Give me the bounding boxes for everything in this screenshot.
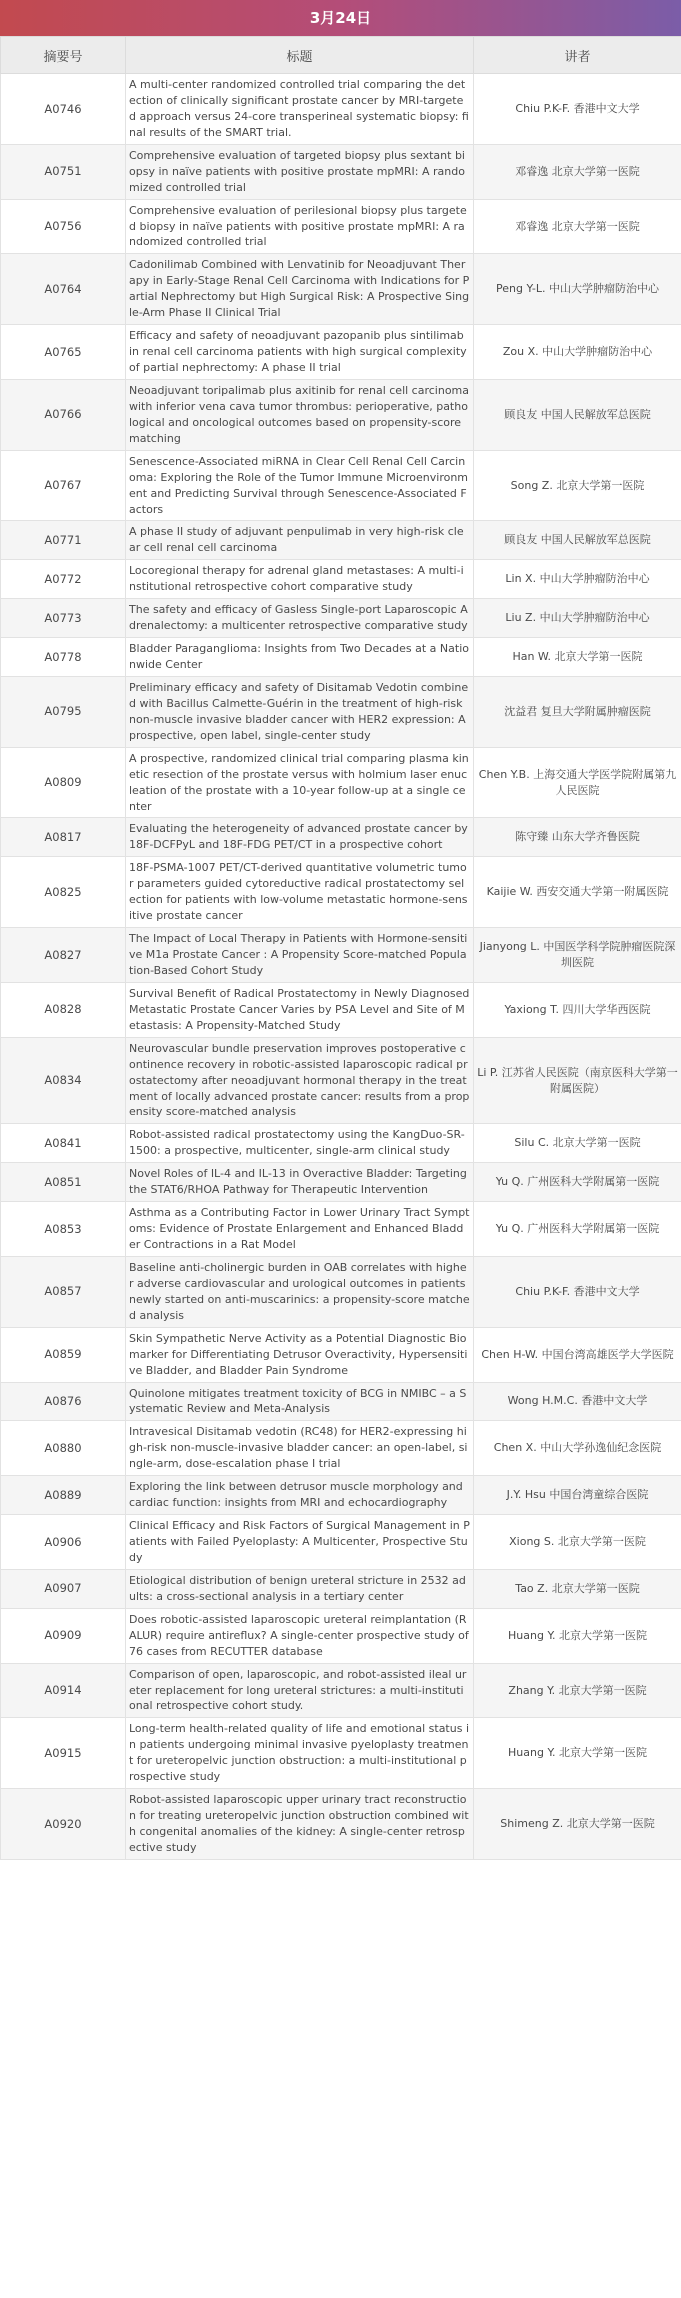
abstract-title: Survival Benefit of Radical Prostatectomy in Newly Diagnosed Metastatic Prostate Cancer Varies by PSA Level and Site of Metastasis: A Propensity-Matched Study: [126, 982, 474, 1037]
abstract-code: A0851: [1, 1163, 126, 1202]
speaker-name: 邓睿逸 北京大学第一医院: [474, 199, 681, 254]
abstract-title: Neoadjuvant toripalimab plus axitinib for renal cell carcinoma with inferior vena cava tumor thrombus: perioperative, pathological and oncological outcomes based on propensity-score matching: [126, 379, 474, 450]
speaker-name: Tao Z. 北京大学第一医院: [474, 1569, 681, 1608]
table-row: [1, 144, 681, 199]
abstract-title: A prospective, randomized clinical trial comparing plasma kinetic resection of the prostate versus with holmium laser enucleation of the prostate with a 10-year follow-up at a single center: [126, 747, 474, 818]
abstract-title: Novel Roles of IL-4 and IL-13 in Overactive Bladder: Targeting the STAT6/RHOA Pathway for Therapeutic Intervention: [126, 1163, 474, 1202]
abstract-code: A0778: [1, 638, 126, 677]
speaker-name: Huang Y. 北京大学第一医院: [474, 1608, 681, 1663]
speaker-name: Zhang Y. 北京大学第一医院: [474, 1663, 681, 1718]
abstract-title: Comprehensive evaluation of targeted biopsy plus sextant biopsy in naïve patients with positive prostate mpMRI: A randomized controlled trial: [126, 144, 474, 199]
abstract-code: A0906: [1, 1515, 126, 1570]
table-row: [1, 676, 681, 747]
table-row: [1, 1718, 681, 1789]
table-row: [1, 74, 681, 145]
abstract-title: Robot-assisted radical prostatectomy using the KangDuo-SR-1500: a prospective, multicenter, single-arm clinical study: [126, 1124, 474, 1163]
table-row: [1, 450, 681, 521]
abstract-code: A0746: [1, 74, 126, 145]
table-row: [1, 1382, 681, 1421]
speaker-name: J.Y. Hsu 中国台湾童综合医院: [474, 1476, 681, 1515]
table-row: [1, 818, 681, 857]
abstract-code: A0909: [1, 1608, 126, 1663]
abstract-title: The safety and efficacy of Gasless Single-port Laparoscopic Adrenalectomy: a multicenter retrospective comparative study: [126, 599, 474, 638]
abstract-title: Etiological distribution of benign ureteral stricture in 2532 adults: a cross-sectional analysis in a tertiary center: [126, 1569, 474, 1608]
abstract-code: A0857: [1, 1256, 126, 1327]
table-row: [1, 747, 681, 818]
table-row: [1, 1327, 681, 1382]
abstract-code: A0817: [1, 818, 126, 857]
abstract-title: Quinolone mitigates treatment toxicity of BCG in NMIBC – a Systematic Review and Meta-Analysis: [126, 1382, 474, 1421]
table-row: [1, 379, 681, 450]
speaker-name: 陈守臻 山东大学齐鲁医院: [474, 818, 681, 857]
abstract-code: A0773: [1, 599, 126, 638]
abstract-title: Neurovascular bundle preservation improves postoperative continence recovery in robotic-assisted laparoscopic radical prostatectomy after neoadjuvant hormonal therapy in the treatment of locally advanced prostate cancer: results from a propensity score-matched analysis: [126, 1037, 474, 1124]
abstract-code: A0920: [1, 1789, 126, 1860]
abstract-code: A0764: [1, 254, 126, 325]
table-row: [1, 1515, 681, 1570]
abstract-title: Intravesical Disitamab vedotin (RC48) for HER2-expressing high-risk non-muscle-invasive bladder cancer: an open-label, single-arm, dose-escalation phase I trial: [126, 1421, 474, 1476]
speaker-name: Kaijie W. 西安交通大学第一附属医院: [474, 857, 681, 928]
speaker-name: Chen H-W. 中国台湾高雄医学大学医院: [474, 1327, 681, 1382]
table-row: [1, 1163, 681, 1202]
speaker-name: 顾良友 中国人民解放军总医院: [474, 379, 681, 450]
table-row: [1, 521, 681, 560]
abstract-code: A0765: [1, 325, 126, 380]
speaker-name: 邓睿逸 北京大学第一医院: [474, 144, 681, 199]
abstract-code: A0880: [1, 1421, 126, 1476]
table-row: [1, 1421, 681, 1476]
abstract-code: A0859: [1, 1327, 126, 1382]
abstract-code: A0889: [1, 1476, 126, 1515]
speaker-name: Silu C. 北京大学第一医院: [474, 1124, 681, 1163]
abstract-code: A0853: [1, 1202, 126, 1257]
abstract-title: Evaluating the heterogeneity of advanced prostate cancer by 18F-DCFPyL and 18F-FDG PET/CT in a prospective cohort: [126, 818, 474, 857]
table-row: [1, 928, 681, 983]
speaker-name: Lin X. 中山大学肿瘤防治中心: [474, 560, 681, 599]
table-row: [1, 982, 681, 1037]
abstract-title: Comprehensive evaluation of perilesional biopsy plus targeted biopsy in naïve patients with positive prostate mpMRI: A randomized controlled trial: [126, 199, 474, 254]
speaker-name: Zou X. 中山大学肿瘤防治中心: [474, 325, 681, 380]
speaker-name: Shimeng Z. 北京大学第一医院: [474, 1789, 681, 1860]
speaker-name: Peng Y-L. 中山大学肿瘤防治中心: [474, 254, 681, 325]
abstract-title: A multi-center randomized controlled trial comparing the detection of clinically significant prostate cancer by MRI-targeted approach versus 24-core transperineal systematic biopsy: final results of the SMART trial.: [126, 74, 474, 145]
speaker-name: 沈益君 复旦大学附属肿瘤医院: [474, 676, 681, 747]
abstract-code: A0876: [1, 1382, 126, 1421]
abstract-title: The Impact of Local Therapy in Patients with Hormone-sensitive M1a Prostate Cancer : A Propensity Score-matched Population-Based Cohort Study: [126, 928, 474, 983]
table-row: [1, 560, 681, 599]
abstract-title: Senescence-Associated miRNA in Clear Cell Renal Cell Carcinoma: Exploring the Role of the Tumor Immune Microenvironment and Predicting Survival through Senescence-Associated Factors: [126, 450, 474, 521]
abstract-code: A0828: [1, 982, 126, 1037]
speaker-name: Han W. 北京大学第一医院: [474, 638, 681, 677]
abstract-code: A0756: [1, 199, 126, 254]
abstract-title: Efficacy and safety of neoadjuvant pazopanib plus sintilimab in renal cell carcinoma patients with high surgical complexity of partial nephrectomy: A phase II trial: [126, 325, 474, 380]
abstract-code: A0834: [1, 1037, 126, 1124]
abstract-title: Comparison of open, laparoscopic, and robot-assisted ileal ureter replacement for long ureteral strictures: a multi-institutional retrospective cohort study.: [126, 1663, 474, 1718]
date-title: 3月24日: [309, 9, 372, 27]
table-row: [1, 1256, 681, 1327]
abstract-code: A0914: [1, 1663, 126, 1718]
speaker-name: Jianyong L. 中国医学科学院肿瘤医院深圳医院: [474, 928, 681, 983]
table-header-row: [1, 37, 681, 74]
header-title: 标题: [126, 37, 474, 74]
abstract-code: A0907: [1, 1569, 126, 1608]
abstract-table: [0, 36, 681, 1860]
abstract-code: A0772: [1, 560, 126, 599]
abstract-title: 18F-PSMA-1007 PET/CT-derived quantitative volumetric tumor parameters guided cytoreductive radical prostatectomy selection for patients with low-volume metastatic hormone-sensitive prostate cancer: [126, 857, 474, 928]
abstract-code: A0827: [1, 928, 126, 983]
abstract-title: Does robotic-assisted laparoscopic ureteral reimplantation (RALUR) require antireflux? A single-center prospective study of 76 cases from RECUTTER database: [126, 1608, 474, 1663]
speaker-name: Huang Y. 北京大学第一医院: [474, 1718, 681, 1789]
table-row: [1, 325, 681, 380]
speaker-name: Song Z. 北京大学第一医院: [474, 450, 681, 521]
abstract-title: Bladder Paraganglioma: Insights from Two Decades at a Nationwide Center: [126, 638, 474, 677]
speaker-name: Chen X. 中山大学孙逸仙纪念医院: [474, 1421, 681, 1476]
abstract-code: A0825: [1, 857, 126, 928]
table-row: [1, 1124, 681, 1163]
abstract-title: Baseline anti-cholinergic burden in OAB correlates with higher adverse cardiovascular and urological outcomes in patients newly started on anti-muscarinics: a propensity-score matched analysis: [126, 1256, 474, 1327]
abstract-code: A0915: [1, 1718, 126, 1789]
table-body: [1, 74, 681, 1860]
speaker-name: Liu Z. 中山大学肿瘤防治中心: [474, 599, 681, 638]
table-row: [1, 1789, 681, 1860]
speaker-name: Chen Y.B. 上海交通大学医学院附属第九人民医院: [474, 747, 681, 818]
abstract-title: Cadonilimab Combined with Lenvatinib for Neoadjuvant Therapy in Early-Stage Renal Cell Carcinoma with Indications for Partial Nephrectomy but High Surgical Risk: A Prospective Single-Arm Phase II Clinical Trial: [126, 254, 474, 325]
table-row: [1, 1663, 681, 1718]
speaker-name: 顾良友 中国人民解放军总医院: [474, 521, 681, 560]
table-row: [1, 199, 681, 254]
speaker-name: Chiu P.K-F. 香港中文大学: [474, 74, 681, 145]
abstract-title: A phase II study of adjuvant penpulimab in very high-risk clear cell renal cell carcinoma: [126, 521, 474, 560]
abstract-title: Exploring the link between detrusor muscle morphology and cardiac function: insights from MRI and echocardiography: [126, 1476, 474, 1515]
speaker-name: Chiu P.K-F. 香港中文大学: [474, 1256, 681, 1327]
table-row: [1, 1608, 681, 1663]
abstract-code: A0809: [1, 747, 126, 818]
speaker-name: Yu Q. 广州医科大学附属第一医院: [474, 1163, 681, 1202]
table-row: [1, 638, 681, 677]
abstract-code: A0751: [1, 144, 126, 199]
table-row: [1, 857, 681, 928]
abstract-code: A0766: [1, 379, 126, 450]
speaker-name: Yu Q. 广州医科大学附属第一医院: [474, 1202, 681, 1257]
table-row: [1, 1037, 681, 1124]
abstract-code: A0771: [1, 521, 126, 560]
table-row: [1, 1569, 681, 1608]
table-row: [1, 599, 681, 638]
abstract-title: Clinical Efficacy and Risk Factors of Surgical Management in Patients with Failed Pyeloplasty: A Multicenter, Prospective Study: [126, 1515, 474, 1570]
abstract-code: A0767: [1, 450, 126, 521]
abstract-title: Skin Sympathetic Nerve Activity as a Potential Diagnostic Biomarker for Differentiating Detrusor Overactivity, Hypersensitive Bladder, and Bladder Pain Syndrome: [126, 1327, 474, 1382]
abstract-title: Robot-assisted laparoscopic upper urinary tract reconstruction for treating ureteropelvic junction obstruction combined with congenital anomalies of the kidney: A single-center retrospective study: [126, 1789, 474, 1860]
table-row: [1, 1202, 681, 1257]
abstract-code: A0795: [1, 676, 126, 747]
header-speaker: 讲者: [474, 37, 681, 74]
abstract-title: Locoregional therapy for adrenal gland metastases: A multi-institutional retrospective cohort comparative study: [126, 560, 474, 599]
speaker-name: Li P. 江苏省人民医院（南京医科大学第一附属医院）: [474, 1037, 681, 1124]
abstract-code: A0841: [1, 1124, 126, 1163]
table-row: [1, 254, 681, 325]
abstract-title: Long-term health-related quality of life and emotional status in patients undergoing minimal invasive pyeloplasty treatment for ureteropelvic junction obstruction: a multi-institutional prospective study: [126, 1718, 474, 1789]
date-banner: [0, 0, 681, 36]
speaker-name: Yaxiong T. 四川大学华西医院: [474, 982, 681, 1037]
table-row: [1, 1476, 681, 1515]
header-code: 摘要号: [1, 37, 126, 74]
speaker-name: Wong H.M.C. 香港中文大学: [474, 1382, 681, 1421]
abstract-title: Preliminary efficacy and safety of Disitamab Vedotin combined with Bacillus Calmette-Guérin in the treatment of high-risk non-muscle invasive bladder cancer with HER2 expression: A prospective, open label, single-center study: [126, 676, 474, 747]
speaker-name: Xiong S. 北京大学第一医院: [474, 1515, 681, 1570]
abstract-title: Asthma as a Contributing Factor in Lower Urinary Tract Symptoms: Evidence of Prostate Enlargement and Enhanced Bladder Contractions in a Rat Model: [126, 1202, 474, 1257]
